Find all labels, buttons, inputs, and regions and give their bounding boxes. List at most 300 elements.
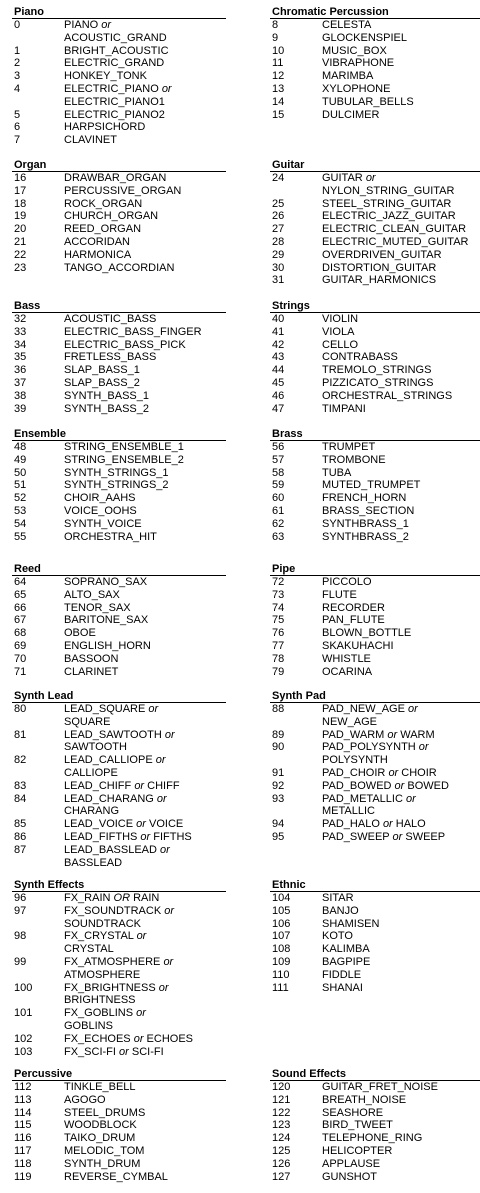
- instrument-entry: [12, 602, 226, 615]
- instrument-entry: [270, 1094, 480, 1107]
- instrument-name: STRING_ENSEMBLE_1: [64, 441, 184, 453]
- instrument-name: TROMBONE: [322, 453, 386, 466]
- program-number: 11: [272, 57, 284, 70]
- instrument-alias: BOWED: [407, 779, 449, 792]
- instrument-name: HELICOPTER: [322, 1144, 393, 1157]
- program-number: 91: [272, 766, 285, 779]
- instrument-name: LEAD_BASSLEAD: [64, 843, 157, 856]
- program-number: 44: [272, 364, 285, 377]
- instrument-entry: [270, 741, 480, 767]
- instrument-entry: [270, 492, 480, 505]
- program-number: 62: [272, 517, 285, 530]
- instrument-name: LEAD_VOICE: [64, 818, 134, 831]
- section-chromatic-percussion: [270, 6, 480, 121]
- program-number: 28: [272, 235, 285, 248]
- instrument-alias: HALO: [395, 818, 426, 831]
- program-number: 71: [14, 665, 27, 678]
- instrument-entry: [270, 956, 480, 969]
- instrument-name: PAD_METALLIC: [322, 792, 403, 805]
- instrument-entry: [12, 729, 226, 755]
- instrument-entry: [270, 236, 480, 249]
- program-number: 104: [272, 892, 291, 904]
- program-number: 105: [272, 904, 291, 917]
- instrument-name: CELLO: [322, 338, 359, 351]
- program-number: 57: [272, 453, 285, 466]
- section-heading: Piano: [12, 6, 226, 19]
- instrument-name: ACCORIDAN: [64, 235, 131, 248]
- program-number: 66: [14, 601, 27, 614]
- instrument-entry: [12, 492, 226, 505]
- program-number: 25: [272, 197, 285, 210]
- instrument-name: HARPSICHORD: [64, 121, 146, 134]
- instrument-name: ELECTRIC_PIANO1: [64, 95, 165, 108]
- instrument-entry: [270, 454, 480, 467]
- alias-connector: or: [405, 792, 416, 805]
- instrument-name: BIRD_TWEET: [322, 1119, 393, 1132]
- program-number: 32: [14, 313, 27, 325]
- section-sound-effects: [270, 1068, 480, 1183]
- instrument-entry: [12, 982, 226, 1008]
- instrument-entry: [270, 19, 480, 32]
- instrument-entry: [270, 576, 480, 589]
- program-number: 70: [14, 652, 27, 665]
- alias-connector: or: [388, 766, 399, 779]
- program-number: 92: [272, 779, 285, 792]
- program-number: 33: [14, 325, 27, 338]
- instrument-name: PIZZICATO_STRINGS: [322, 376, 434, 389]
- alias-connector: or: [155, 754, 166, 767]
- program-number: 45: [272, 376, 285, 389]
- instrument-entry: [12, 1145, 226, 1158]
- instrument-name: LEAD_SAWTOOTH: [64, 728, 162, 741]
- section-ethnic: [270, 879, 480, 994]
- instrument-name: PAD_HALO: [322, 818, 380, 831]
- program-number: 113: [14, 1093, 32, 1106]
- alias-connector: or: [387, 728, 398, 741]
- instrument-entry: [12, 467, 226, 480]
- program-number: 114: [14, 1106, 32, 1119]
- instrument-entry: [270, 780, 480, 793]
- instrument-entry: [12, 390, 226, 403]
- program-number: 67: [14, 614, 27, 627]
- program-number: 94: [272, 818, 285, 831]
- section-heading: Brass: [270, 428, 480, 441]
- instrument-entry: [270, 339, 480, 352]
- alias-connector: or: [365, 172, 376, 184]
- instrument-entry: [12, 844, 226, 870]
- instrument-name: ATMOSPHERE: [64, 968, 141, 981]
- instrument-name: CLAVINET: [64, 134, 117, 147]
- instrument-entry: [270, 729, 480, 742]
- program-number: 124: [272, 1132, 291, 1145]
- program-number: 20: [14, 223, 27, 236]
- instrument-entry: [270, 943, 480, 956]
- instrument-name: FRETLESS_BASS: [64, 351, 157, 364]
- instrument-name: TRUMPET: [322, 441, 376, 453]
- alias-connector: or: [134, 779, 145, 792]
- instrument-name: ELECTRIC_BASS_FINGER: [64, 325, 202, 338]
- program-number: 56: [272, 441, 285, 453]
- instrument-entry: [12, 614, 226, 627]
- alias-connector: or: [394, 779, 405, 792]
- instrument-name: GOBLINS: [64, 1019, 113, 1032]
- instrument-name: GUITAR_FRET_NOISE: [322, 1081, 438, 1093]
- instrument-entry: [270, 1171, 480, 1184]
- instrument-name: PERCUSSIVE_ORGAN: [64, 184, 182, 197]
- program-number: 24: [272, 172, 285, 184]
- instrument-entry: [12, 313, 226, 326]
- instrument-name: AGOGO: [64, 1093, 106, 1106]
- instrument-entry: [12, 818, 226, 831]
- instrument-entry: [12, 210, 226, 223]
- program-number: 122: [272, 1106, 291, 1119]
- program-number: 21: [14, 235, 27, 248]
- instrument-entry: [12, 326, 226, 339]
- program-number: 2: [14, 57, 21, 70]
- instrument-entry: [12, 589, 226, 602]
- instrument-entry: [12, 892, 226, 905]
- program-number: 51: [14, 479, 27, 492]
- section-synth-lead: [12, 690, 226, 869]
- alias-connector: or: [164, 904, 175, 917]
- program-number: 5: [14, 108, 21, 121]
- instrument-name: SYNTH_STRINGS_1: [64, 466, 169, 479]
- section-heading: Chromatic Percussion: [270, 6, 480, 19]
- instrument-name: LEAD_CALLIOPE: [64, 754, 153, 767]
- section-heading: Synth Effects: [12, 879, 226, 892]
- instrument-entry: [12, 109, 226, 122]
- instrument-entry: [270, 172, 480, 198]
- instrument-name: FX_ATMOSPHERE: [64, 955, 161, 968]
- program-number: 50: [14, 466, 27, 479]
- instrument-name: ELECTRIC_BASS_PICK: [64, 338, 186, 351]
- program-number: 64: [14, 576, 27, 588]
- instrument-entry: [12, 640, 226, 653]
- instrument-entry: [12, 185, 226, 198]
- program-number: 110: [272, 968, 290, 981]
- instrument-name: LEAD_SQUARE: [64, 703, 146, 715]
- program-number: 69: [14, 639, 27, 652]
- instrument-entry: [12, 576, 226, 589]
- instrument-name: CONTRABASS: [322, 351, 398, 364]
- program-number: 13: [272, 82, 285, 95]
- program-number: 100: [14, 981, 33, 994]
- program-number: 83: [14, 779, 27, 792]
- instrument-name: CHARANG: [64, 805, 120, 818]
- program-number: 86: [14, 830, 27, 843]
- instrument-entry: [12, 403, 226, 416]
- instrument-name: SYNTH_STRINGS_2: [64, 479, 169, 492]
- instrument-name: ELECTRIC_MUTED_GUITAR: [322, 235, 469, 248]
- program-number: 47: [272, 402, 285, 415]
- instrument-name: BASSOON: [64, 652, 119, 665]
- instrument-name: PICCOLO: [322, 576, 372, 588]
- program-number: 14: [272, 95, 285, 108]
- section-heading: Reed: [12, 563, 226, 576]
- instrument-name: TANGO_ACCORDIAN: [64, 261, 175, 274]
- program-number: 93: [272, 792, 285, 805]
- instrument-name: XYLOPHONE: [322, 82, 391, 95]
- program-number: 6: [14, 121, 21, 134]
- instrument-entry: [270, 479, 480, 492]
- instrument-name: CRYSTAL: [64, 943, 114, 956]
- instrument-alias: RAIN: [133, 892, 160, 904]
- instrument-alias: CHOIR: [401, 766, 437, 779]
- section-heading: Pipe: [270, 563, 480, 576]
- section-heading: Ethnic: [270, 879, 480, 892]
- instrument-entry: [12, 45, 226, 58]
- instrument-entry: [12, 831, 226, 844]
- program-number: 120: [272, 1081, 291, 1093]
- program-number: 43: [272, 351, 285, 364]
- section-bass: [12, 300, 226, 415]
- instrument-entry: [12, 1132, 226, 1145]
- instrument-entry: [270, 70, 480, 83]
- program-number: 127: [272, 1170, 291, 1183]
- program-number: 30: [272, 261, 285, 274]
- program-number: 116: [14, 1132, 32, 1145]
- instrument-name: FX_RAIN: [64, 892, 111, 904]
- instrument-name: BARITONE_SAX: [64, 614, 149, 627]
- program-number: 4: [14, 82, 21, 95]
- instrument-name: LEAD_CHIFF: [64, 779, 132, 792]
- instrument-name: FX_GOBLINS: [64, 1007, 134, 1020]
- instrument-name: REVERSE_CYMBAL: [64, 1170, 168, 1183]
- program-number: 54: [14, 517, 27, 530]
- instrument-name: WOODBLOCK: [64, 1119, 137, 1132]
- program-number: 97: [14, 904, 27, 917]
- instrument-name: NYLON_STRING_GUITAR: [322, 184, 455, 197]
- program-number: 63: [272, 530, 285, 543]
- instrument-entry: [270, 390, 480, 403]
- instrument-entry: [12, 339, 226, 352]
- instrument-name: SAWTOOTH: [64, 741, 127, 754]
- alias-connector: or: [164, 728, 175, 741]
- instrument-name: STEEL_DRUMS: [64, 1106, 146, 1119]
- section-guitar: [270, 159, 480, 287]
- instrument-name: OCARINA: [322, 665, 373, 678]
- instrument-name: PAD_WARM: [322, 728, 385, 741]
- instrument-name: BREATH_NOISE: [322, 1093, 407, 1106]
- program-number: 72: [272, 576, 285, 588]
- instrument-name: VOICE_OOHS: [64, 504, 137, 517]
- instrument-name: ELECTRIC_PIANO2: [64, 108, 165, 121]
- program-number: 9: [272, 31, 279, 44]
- alias-connector: or: [408, 703, 418, 715]
- instrument-alias: VOICE: [149, 818, 184, 831]
- instrument-name: FLUTE: [322, 588, 357, 601]
- alias-connector: or: [133, 1032, 144, 1045]
- instrument-name: CELESTA: [322, 19, 372, 31]
- instrument-entry: [12, 793, 226, 819]
- instrument-entry: [12, 172, 226, 185]
- instrument-entry: [12, 441, 226, 454]
- instrument-name: TINKLE_BELL: [64, 1081, 136, 1093]
- instrument-entry: [270, 364, 480, 377]
- instrument-name: GUITAR: [322, 172, 363, 184]
- instrument-entry: [12, 479, 226, 492]
- program-number: 34: [14, 338, 27, 351]
- instrument-entry: [270, 32, 480, 45]
- instrument-entry: [270, 262, 480, 275]
- program-number: 75: [272, 614, 285, 627]
- section-ensemble: [12, 428, 226, 543]
- instrument-entry: [12, 1119, 226, 1132]
- instrument-name: FX_CRYSTAL: [64, 930, 134, 943]
- instrument-name: CLARINET: [64, 665, 119, 678]
- instrument-entry: [270, 377, 480, 390]
- instrument-entry: [270, 109, 480, 122]
- instrument-entry: [270, 703, 480, 729]
- program-number: 26: [272, 210, 285, 223]
- instrument-name: PAD_POLYSYNTH: [322, 741, 416, 754]
- instrument-entry: [270, 249, 480, 262]
- instrument-entry: [270, 640, 480, 653]
- instrument-name: BANJO: [322, 904, 359, 917]
- instrument-name: TREMOLO_STRINGS: [322, 364, 432, 377]
- section-strings: [270, 300, 480, 415]
- program-number: 8: [272, 19, 279, 31]
- instrument-entry: [270, 441, 480, 454]
- instrument-name: BRIGHT_ACOUSTIC: [64, 44, 169, 57]
- instrument-name: LEAD_FIFTHS: [64, 830, 138, 843]
- instrument-entry: [12, 198, 226, 211]
- instrument-name: SOUNDTRACK: [64, 917, 142, 930]
- alias-connector: or: [136, 930, 147, 943]
- instrument-entry: [270, 518, 480, 531]
- instrument-entry: [12, 531, 226, 544]
- instrument-name: ORCHESTRA_HIT: [64, 530, 157, 543]
- program-number: 115: [14, 1119, 32, 1132]
- instrument-name: TAIKO_DRUM: [64, 1132, 136, 1145]
- program-number: 125: [272, 1144, 291, 1157]
- instrument-entry: [270, 1145, 480, 1158]
- instrument-name: POLYSYNTH: [322, 754, 388, 767]
- instrument-name: KALIMBA: [322, 943, 370, 956]
- instrument-name: PAD_NEW_AGE: [322, 703, 405, 715]
- instrument-entry: [270, 1132, 480, 1145]
- section-organ: [12, 159, 226, 274]
- instrument-name: BRIGHTNESS: [64, 994, 136, 1007]
- instrument-entry: [270, 210, 480, 223]
- instrument-name: TUBULAR_BELLS: [322, 95, 414, 108]
- alias-connector: or: [136, 1007, 146, 1020]
- program-number: 59: [272, 479, 285, 492]
- instrument-name: SHANAI: [322, 981, 363, 994]
- instrument-name: SYNTHBRASS_2: [322, 530, 409, 543]
- instrument-name: ELECTRIC_PIANO: [64, 82, 159, 95]
- program-number: 36: [14, 364, 27, 377]
- program-number: 58: [272, 466, 285, 479]
- instrument-name: VIBRAPHONE: [322, 57, 395, 70]
- instrument-entry: [270, 589, 480, 602]
- instrument-name: SOPRANO_SAX: [64, 576, 148, 588]
- program-number: 108: [272, 943, 291, 956]
- program-number: 107: [272, 930, 291, 943]
- instrument-entry: [270, 326, 480, 339]
- instrument-entry: [12, 1094, 226, 1107]
- instrument-entry: [12, 505, 226, 518]
- program-number: 53: [14, 504, 27, 517]
- instrument-name: TIMPANI: [322, 402, 366, 415]
- alias-connector: or: [158, 981, 169, 994]
- instrument-name: ROCK_ORGAN: [64, 197, 143, 210]
- instrument-name: TELEPHONE_RING: [322, 1132, 423, 1145]
- instrument-entry: [12, 1171, 226, 1184]
- alias-connector: or: [136, 818, 146, 831]
- section-synth-effects: [12, 879, 226, 1058]
- program-number: 76: [272, 627, 285, 640]
- program-number: 79: [272, 665, 285, 678]
- instrument-alias: CHIFF: [147, 779, 180, 792]
- instrument-name: ELECTRIC_JAZZ_GUITAR: [322, 210, 456, 223]
- instrument-name: ORCHESTRAL_STRINGS: [322, 389, 453, 402]
- instrument-name: MUSIC_BOX: [322, 44, 387, 57]
- instrument-name: SYNTHBRASS_1: [322, 517, 409, 530]
- section-heading: Percussive: [12, 1068, 226, 1081]
- program-number: 101: [14, 1007, 33, 1020]
- instrument-name: CALLIOPE: [64, 766, 118, 779]
- instrument-name: PAD_BOWED: [322, 779, 392, 792]
- instrument-entry: [270, 351, 480, 364]
- instrument-entry: [12, 1158, 226, 1171]
- program-number: 46: [272, 389, 285, 402]
- program-number: 90: [272, 741, 285, 754]
- program-number: 109: [272, 955, 291, 968]
- alias-connector: or: [160, 843, 170, 856]
- instrument-entry: [270, 831, 480, 844]
- section-reed: [12, 563, 226, 678]
- program-number: 102: [14, 1032, 33, 1045]
- instrument-entry: [270, 905, 480, 918]
- instrument-entry: [12, 262, 226, 275]
- instrument-entry: [270, 930, 480, 943]
- program-number: 60: [272, 492, 285, 505]
- program-number: 35: [14, 351, 27, 364]
- program-number: 1: [14, 44, 21, 57]
- section-heading: Synth Pad: [270, 690, 480, 703]
- instrument-entry: [270, 45, 480, 58]
- instrument-name: RECORDER: [322, 601, 385, 614]
- alias-connector: or: [119, 1045, 129, 1058]
- instrument-entry: [12, 956, 226, 982]
- instrument-entry: [12, 1046, 226, 1059]
- instrument-name: SHAMISEN: [322, 917, 380, 930]
- program-number: 10: [272, 44, 285, 57]
- instrument-name: SYNTH_VOICE: [64, 517, 142, 530]
- instrument-name: OVERDRIVEN_GUITAR: [322, 248, 442, 261]
- instrument-entry: [12, 627, 226, 640]
- program-number: 3: [14, 70, 21, 83]
- instrument-name: CHOIR_AAHS: [64, 492, 136, 505]
- program-number: 126: [272, 1157, 291, 1170]
- instrument-name: BRASS_SECTION: [322, 504, 415, 517]
- instrument-name: SEASHORE: [322, 1106, 384, 1119]
- instrument-name: SLAP_BASS_1: [64, 364, 140, 377]
- program-number: 31: [272, 274, 285, 287]
- program-number: 37: [14, 376, 27, 389]
- instrument-entry: [270, 614, 480, 627]
- instrument-name: DULCIMER: [322, 108, 380, 121]
- instrument-entry: [12, 703, 226, 729]
- program-number: 41: [272, 325, 285, 338]
- instrument-name: SKAKUHACHI: [322, 639, 394, 652]
- instrument-entry: [12, 364, 226, 377]
- program-number: 42: [272, 338, 285, 351]
- alias-connector: or: [382, 818, 393, 831]
- instrument-name: FX_BRIGHTNESS: [64, 981, 156, 994]
- instrument-entry: [270, 96, 480, 109]
